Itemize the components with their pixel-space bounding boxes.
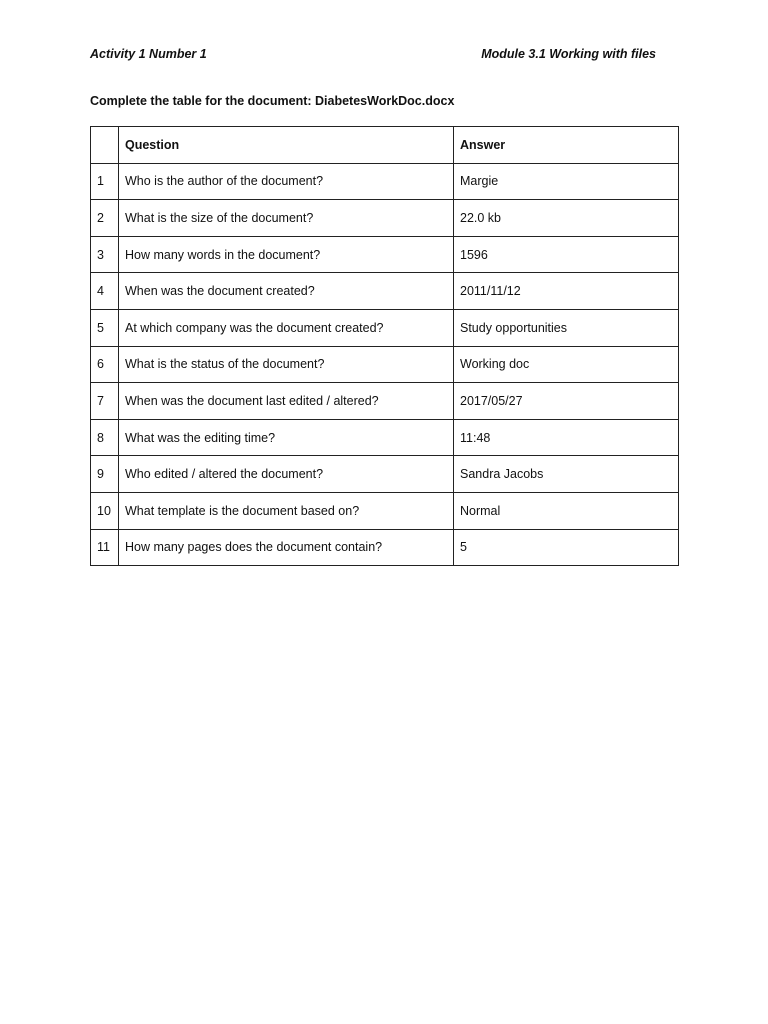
table-header-row: [91, 127, 679, 164]
instruction-text: Complete the table for the document: DiabetesWorkDoc.docx: [90, 94, 455, 108]
header-activity-label: Activity 1 Number 1: [90, 47, 207, 61]
row-number-cell: 9: [91, 456, 119, 493]
question-cell: How many pages does the document contain?: [119, 529, 454, 566]
answer-cell: 22.0 kb: [454, 200, 679, 237]
table-row: [91, 236, 679, 273]
row-number-cell: 2: [91, 200, 119, 237]
question-cell: Who edited / altered the document?: [119, 456, 454, 493]
row-number-cell: 6: [91, 346, 119, 383]
header-module-label: Module 3.1 Working with files: [481, 47, 656, 61]
question-cell: What is the status of the document?: [119, 346, 454, 383]
answer-cell: Normal: [454, 492, 679, 529]
table-row: [91, 200, 679, 237]
question-cell: How many words in the document?: [119, 236, 454, 273]
row-number-cell: 8: [91, 419, 119, 456]
column-header-question: Question: [119, 127, 454, 164]
question-answer-table: [90, 126, 679, 566]
column-header-answer: Answer: [454, 127, 679, 164]
question-cell: What is the size of the document?: [119, 200, 454, 237]
question-cell: What template is the document based on?: [119, 492, 454, 529]
row-number-cell: 1: [91, 163, 119, 200]
table-row: [91, 492, 679, 529]
table-row: [91, 456, 679, 493]
answer-cell: Sandra Jacobs: [454, 456, 679, 493]
question-cell: Who is the author of the document?: [119, 163, 454, 200]
answer-cell: Study opportunities: [454, 309, 679, 346]
page-header: [90, 47, 656, 65]
table-row: [91, 163, 679, 200]
row-number-cell: 7: [91, 383, 119, 420]
table-row: [91, 346, 679, 383]
question-cell: When was the document created?: [119, 273, 454, 310]
table-row: [91, 419, 679, 456]
answer-cell: 11:48: [454, 419, 679, 456]
answer-cell: Working doc: [454, 346, 679, 383]
row-number-cell: 11: [91, 529, 119, 566]
row-number-cell: 4: [91, 273, 119, 310]
question-cell: When was the document last edited / altered?: [119, 383, 454, 420]
answer-cell: 2011/11/12: [454, 273, 679, 310]
column-header-number: [91, 127, 119, 164]
answer-cell: 5: [454, 529, 679, 566]
answer-cell: Margie: [454, 163, 679, 200]
table-row: [91, 273, 679, 310]
answer-cell: 1596: [454, 236, 679, 273]
table-row: [91, 309, 679, 346]
answer-cell: 2017/05/27: [454, 383, 679, 420]
row-number-cell: 10: [91, 492, 119, 529]
row-number-cell: 5: [91, 309, 119, 346]
table-row: [91, 529, 679, 566]
table-row: [91, 383, 679, 420]
row-number-cell: 3: [91, 236, 119, 273]
question-cell: At which company was the document created?: [119, 309, 454, 346]
question-cell: What was the editing time?: [119, 419, 454, 456]
